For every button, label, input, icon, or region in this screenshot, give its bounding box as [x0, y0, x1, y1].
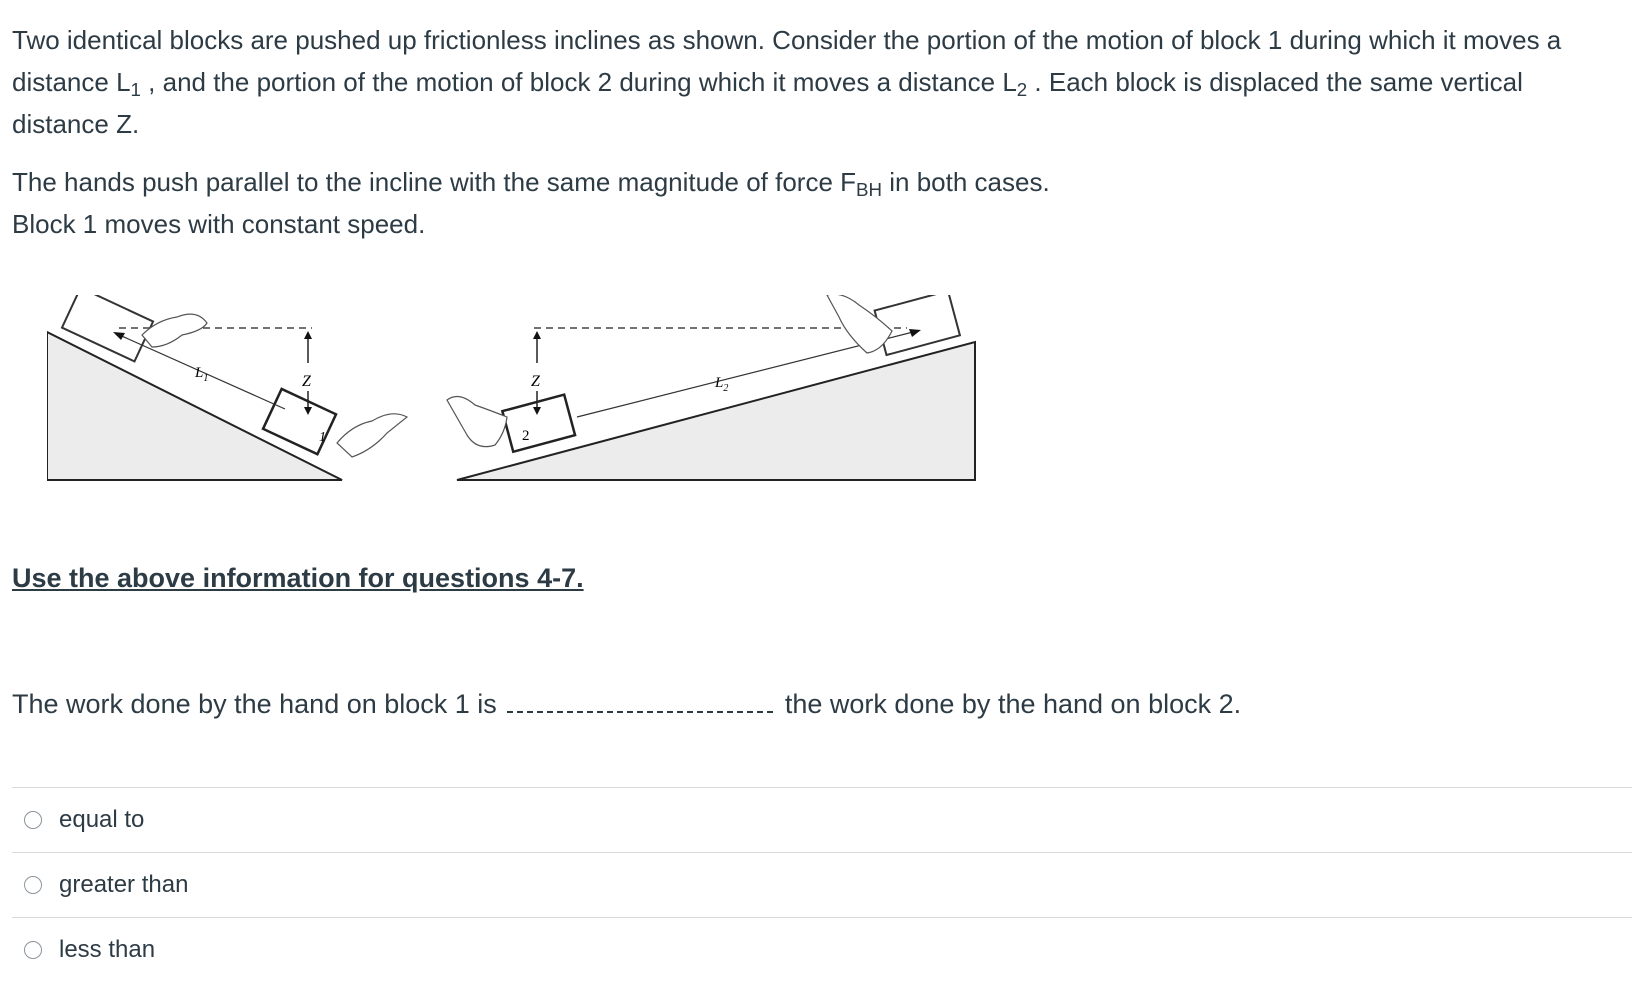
- block-2: [502, 395, 575, 452]
- answer-option-less[interactable]: [12, 917, 1632, 982]
- answer-label: less than: [59, 936, 156, 963]
- answer-list: [12, 787, 1632, 982]
- intro-paragraph: [12, 19, 1612, 145]
- z-label-2: Z: [531, 373, 540, 390]
- intro-text-1: Two identical blocks are pushed up frictionless inclines as shown. Consider the portion of the motion of block 1 during which it moves a distance L: [12, 25, 1562, 97]
- intro-text-3: . Each block is displaced the same vertical distance Z.: [12, 67, 1523, 139]
- hand-icon: [337, 414, 407, 457]
- intro-sub-1: 1: [130, 79, 141, 101]
- answer-label: equal to: [59, 806, 145, 833]
- hand-icon: [142, 314, 207, 347]
- z-arrowhead-1: [304, 331, 312, 339]
- z-label-1: Z: [302, 373, 311, 390]
- inclines-figure: [47, 295, 1047, 510]
- z-arrowhead-2: [533, 331, 541, 339]
- question-text: [12, 686, 1241, 722]
- answer-option-greater[interactable]: [12, 852, 1632, 917]
- conditions-text-2: in both cases.: [882, 167, 1050, 197]
- hand-icon: [827, 295, 892, 353]
- force-subscript: BH: [856, 179, 883, 201]
- conditions-text-1: The hands push parallel to the incline with the same magnitude of force F: [12, 167, 857, 197]
- question-before: The work done by the hand on block 1 is: [12, 689, 497, 719]
- hand-icon: [447, 396, 507, 446]
- conditions-paragraph: [12, 161, 1612, 245]
- intro-sub-2: 2: [1016, 79, 1028, 101]
- block-2-label: 2: [522, 428, 530, 444]
- l1-label: $L_1$: [195, 365, 209, 384]
- answer-label: greater than: [59, 871, 189, 898]
- radio-button[interactable]: [24, 876, 42, 894]
- question-after: the work done by the hand on block 2.: [784, 689, 1242, 719]
- radio-button[interactable]: [24, 941, 42, 959]
- conditions-text-3: Block 1 moves with constant speed.: [12, 209, 426, 239]
- l2-label: $L_2$: [715, 375, 729, 394]
- answer-option-equal[interactable]: [12, 787, 1632, 852]
- block-2-top: [875, 295, 960, 355]
- intro-text-2: , and the portion of the motion of block 2 during which it moves a distance L: [140, 67, 1017, 97]
- block-1-label: 1: [319, 430, 326, 445]
- answer-blank: [507, 689, 773, 713]
- instruction-text: Use the above information for questions 4-7.: [12, 563, 584, 593]
- radio-button[interactable]: [24, 811, 42, 829]
